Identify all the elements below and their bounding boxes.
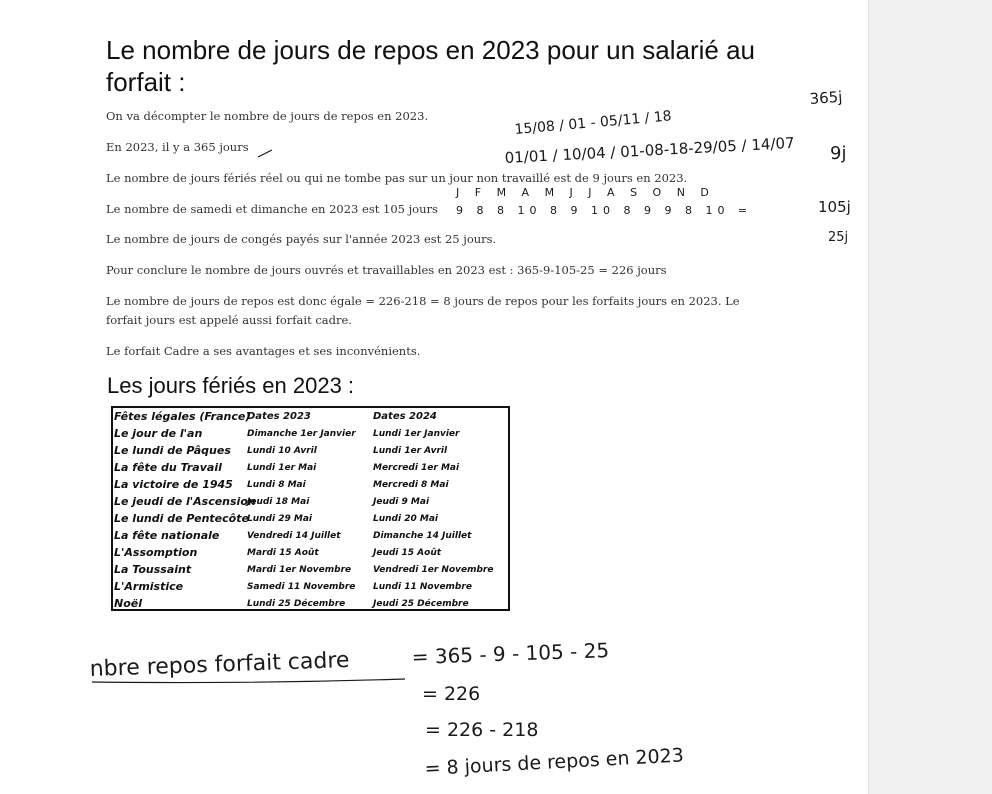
table-header-cell: Dates 2023 xyxy=(247,411,311,422)
table-cell: Lundi 25 Décembre xyxy=(247,599,346,609)
handwritten-tick xyxy=(258,150,272,157)
handwritten-months: J F M A M J J A S O N D xyxy=(456,186,715,199)
handwritten-365: 365j xyxy=(809,87,844,108)
handwritten-calc-3: = 226 - 218 xyxy=(425,719,539,741)
table-cell: Mercredi 1er Mai xyxy=(373,463,460,473)
handwritten-calc-4: = 8 jours de repos en 2023 xyxy=(424,744,685,780)
table-cell: Samedi 11 Novembre xyxy=(247,582,356,592)
handwritten-calc-2: = 226 xyxy=(422,683,481,705)
table-cell: Lundi 1er Janvier xyxy=(373,429,460,439)
paragraph-paid-leave: Le nombre de jours de congés payés sur l'année 2023 est 25 jours. xyxy=(106,232,497,246)
paragraph-working-days: Pour conclure le nombre de jours ouvrés et travaillables en 2023 est : 365-9-105-25 = 226 jours xyxy=(106,263,667,277)
table-cell: Lundi 8 Mai xyxy=(247,480,306,490)
paragraph-holidays: Le nombre de jours fériés réel ou qui ne tombe pas sur un jour non travaillé est de 9 jours en 2023. xyxy=(106,171,688,185)
table-cell: Vendredi 1er Novembre xyxy=(373,565,494,575)
table-cell: Lundi 10 Avril xyxy=(247,446,317,456)
table-cell: Jeudi 15 Août xyxy=(373,548,442,558)
table-cell: Jeudi 18 Mai xyxy=(247,497,310,507)
table-cell: La fête nationale xyxy=(114,529,220,542)
table-cell: La Toussaint xyxy=(114,563,192,576)
table-cell: L'Armistice xyxy=(114,580,184,593)
table-cell: Le lundi de Pâques xyxy=(114,444,231,457)
table-cell: Le jour de l'an xyxy=(114,427,203,440)
table-cell: Jeudi 25 Décembre xyxy=(373,599,469,609)
table-cell: La fête du Travail xyxy=(114,461,222,474)
table-cell: Lundi 1er Mai xyxy=(247,463,317,473)
paragraph-days-total: En 2023, il y a 365 jours xyxy=(106,140,249,154)
table-cell: Lundi 29 Mai xyxy=(247,514,312,524)
handwritten-month-counts: 9 8 8 10 8 9 10 8 9 9 8 10 = xyxy=(456,204,753,217)
handwritten-dates-1: 15/08 / 01 - 05/11 / 18 xyxy=(513,108,673,138)
table-cell: Dimanche 1er Janvier xyxy=(247,429,356,439)
table-cell: Mercredi 8 Mai xyxy=(373,480,449,490)
table-cell: Lundi 1er Avril xyxy=(373,446,448,456)
table-cell: Le jeudi de l'Ascension xyxy=(114,495,256,508)
table-cell: Mardi 1er Novembre xyxy=(247,565,352,575)
table-cell: Lundi 20 Mai xyxy=(373,514,438,524)
handwritten-9: 9j xyxy=(830,143,847,164)
table-cell: L'Assomption xyxy=(114,546,198,559)
table-cell: Jeudi 9 Mai xyxy=(373,497,430,507)
paragraph-weekends: Le nombre de samedi et dimanche en 2023 est 105 jours xyxy=(106,202,438,216)
side-panel xyxy=(868,0,992,794)
paragraph-rest-days: Le nombre de jours de repos est donc égale = 226-218 = 8 jours de repos pour les forfaits jours en 2023. Le forfait jours est appelé aussi forfait cadre. xyxy=(106,294,740,327)
table-cell: La victoire de 1945 xyxy=(114,478,233,491)
table-cell: Dimanche 14 Juillet xyxy=(373,531,472,541)
handwritten-calc-label: nbre repos forfait cadre xyxy=(89,647,350,682)
paragraph-intro: On va décompter le nombre de jours de repos en 2023. xyxy=(106,109,429,123)
section-subtitle: Les jours fériés en 2023 : xyxy=(107,373,355,398)
table-cell: Le lundi de Pentecôte xyxy=(114,512,249,525)
table-cell: Lundi 11 Novembre xyxy=(373,582,472,592)
table-cell: Vendredi 14 Juillet xyxy=(247,531,341,541)
table-cell: Mardi 15 Août xyxy=(247,548,319,558)
handwritten-105: 105j xyxy=(818,198,851,216)
handwritten-calc-1: = 365 - 9 - 105 - 25 xyxy=(411,638,610,669)
table-header-cell: Dates 2024 xyxy=(373,411,437,422)
paragraph-forfait-cadre: Le forfait Cadre a ses avantages et ses inconvénients. xyxy=(106,344,421,358)
handwritten-dates-2: 01/01 / 10/04 / 01-08-18-29/05 / 14/07 xyxy=(504,133,795,167)
table-header-cell: Fêtes légales (France) xyxy=(114,410,251,423)
page-title: Le nombre de jours de repos en 2023 pour un salarié au forfait : xyxy=(106,35,755,97)
handwritten-25: 25j xyxy=(828,230,849,245)
table-cell: Noël xyxy=(114,597,142,610)
